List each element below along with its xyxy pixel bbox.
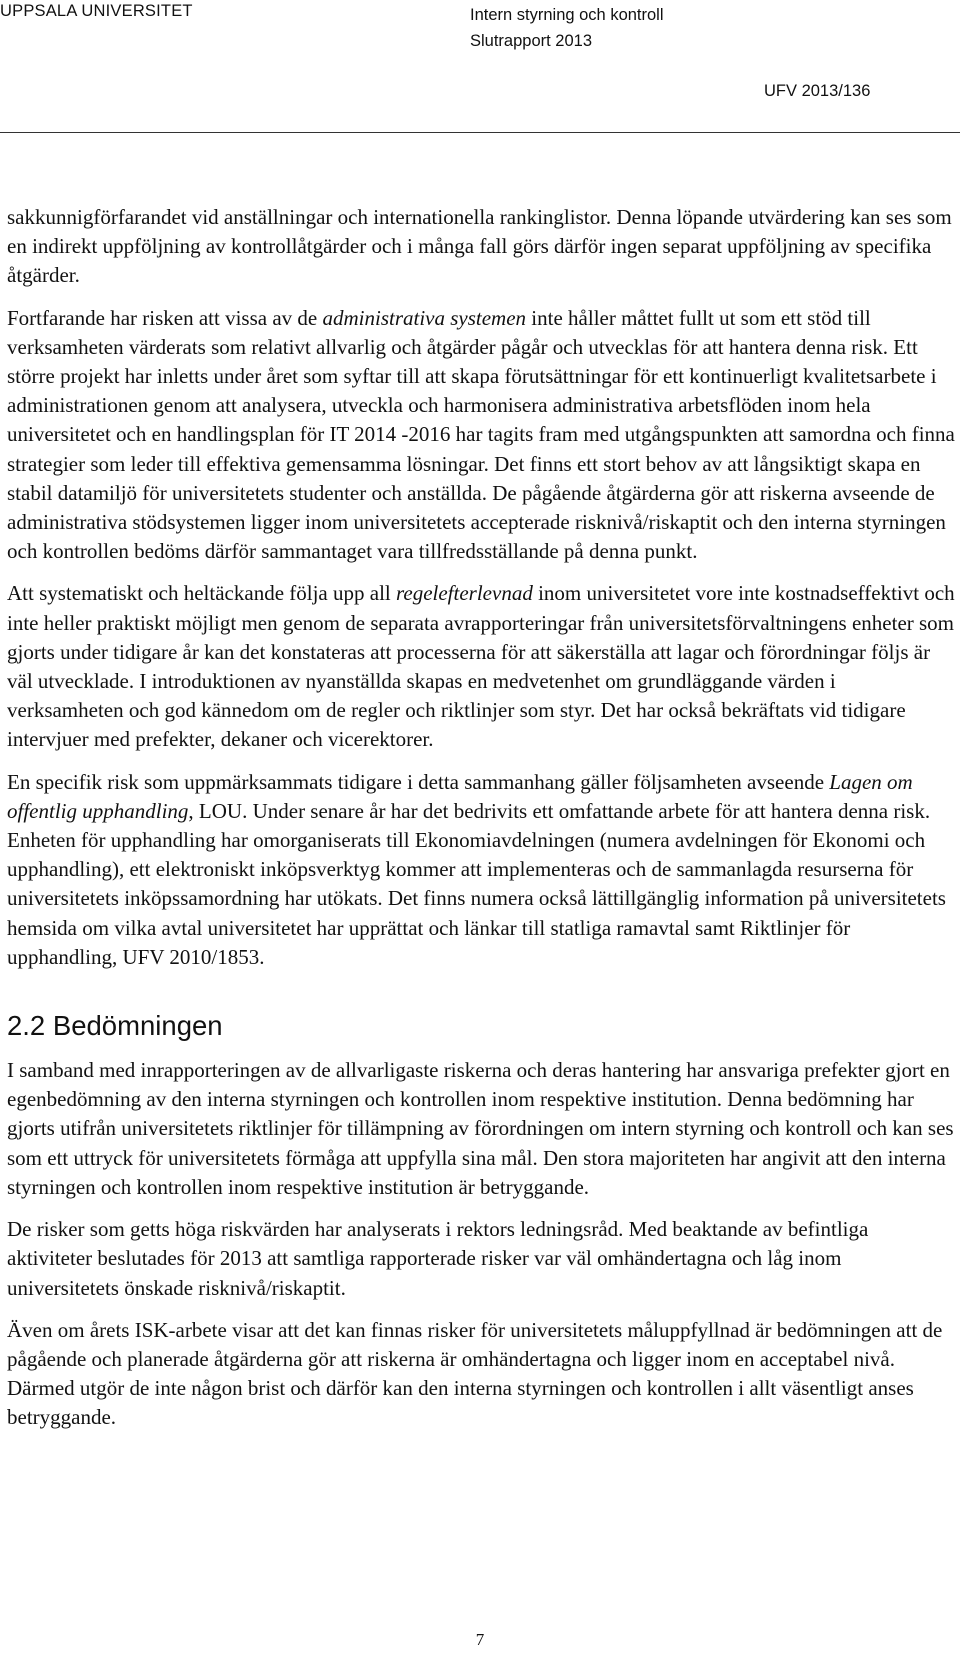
- header-reference: UFV 2013/136: [764, 82, 871, 100]
- document-body: [7, 203, 955, 1433]
- emphasis-term: regelefterlevnad: [395, 581, 533, 606]
- header-document-title: [470, 2, 664, 54]
- emphasis-term: Lagen om offentlig upphandling: [7, 769, 913, 823]
- emphasis-term: administrativa systemen: [322, 305, 527, 330]
- paragraph-risk-values: De risker som getts höga riskvärden har analyserats i rektors ledningsråd. Med beaktande av befintliga aktiviteter beslutades för 2013 att samtliga rapporterade risker var väl omhändertagna och låg inom universitetets önskade risknivå/riskaptit.: [7, 1217, 869, 1300]
- paragraph-compliance: [7, 579, 955, 754]
- page-number: 7: [475, 1630, 485, 1649]
- paragraph-text: sakkunnigförfarandet vid anställningar och internationella rankinglistor. Denna löpande utvärdering kan ses som en indirekt uppföljning av kontrollåtgärder och i många fall görs därför ingen separat uppföljning av specifika åtgärder.: [7, 205, 952, 288]
- paragraph-text: En specifik risk som uppmärksammats tidigare i detta sammanhang gäller följsamheten avseende: [7, 769, 830, 794]
- header-university: UPPSALA UNIVERSITET: [0, 2, 193, 20]
- section-heading: 2.2 Bedömningen: [7, 1010, 223, 1042]
- paragraph-text: inom universitetet vore inte kostnadseffektivt och inte heller praktiskt möjligt men genom de separata avrapporteringar från universitetsförvaltningens enheter som gjorts under tidigare år kan det konstateras att processerna för att säkerställa att lagar och förordningar följs är väl utvecklade. I introduktionen av nyanställda skapas en medvetenhet om grundläggande värden i verksamheten och god kännedom om de regler och riktlinjer som styr. Det har också bekräftats vid tidigare intervjuer med prefekter, dekaner och vicerektorer.: [7, 581, 955, 752]
- header-subtitle: Slutrapport 2013: [470, 32, 593, 50]
- paragraph-administrative-systems: [7, 304, 955, 567]
- paragraph-continued: [7, 203, 955, 291]
- paragraph-conclusion: Även om årets ISK-arbete visar att det kan finnas risker för universitetets måluppfyllnad är bedömningen att de pågående och planerade åtgärderna gör att riskerna är omhändertagna och ligger inom en acceptabel nivå. Därmed utgör de inte någon brist och därför kan den interna styrningen och kontrollen i allt väsentligt anses betryggande.: [7, 1317, 943, 1430]
- header-divider: [0, 132, 960, 133]
- paragraph-text: inte håller måttet fullt ut som ett stöd till verksamheten värderats som relativt allvarlig och åtgärder pågår och utvecklas för att hantera denna risk. Ett större projekt har inletts under året som syftar till att skapa förutsättningar för ett kontinuerligt kvalitetsarbete i administrationen genom att analysera, utveckla och harmonisera administrativa arbetsflöden inom hela universitetet och en handlingsplan för IT 2014 -2016 har tagits fram med utgångspunkten att samordna och finna strategier som leder till effektiva gemensamma lösningar. Det finns ett stort behov av att långsiktigt skapa en stabil datamiljö för universitetets studenter och anställda. De pågående åtgärderna gör att riskerna avseende de administrativa stödsystemen ligger inom universitetets accepterade risknivå/riskaptit och den interna styrningen och kontrollen bedöms därför sammantaget vara tillfredsställande på denna punkt.: [7, 305, 955, 564]
- paragraph-text: , LOU. Under senare år har det bedrivits ett omfattande arbete för att hantera denna risk. Enheten för upphandling har omorganiserats till Ekonomiavdelningen (numera avdelningen för Ekonomi och upphandling), ett elektroniskt inköpsverktyg kommer att implementeras och de sammanlagda resurserna för universitetets inköpssamordning har utökats. Det finns numera också lättillgänglig information på universitetets hemsida om vilka avtal universitetet har upprättat och länkar till statliga ramavtal samt Riktlinjer för upphandling, UFV 2010/1853.: [7, 798, 946, 969]
- paragraph-text: Att systematiskt och heltäckande följa upp all: [7, 581, 396, 606]
- paragraph-self-assessment: I samband med inrapporteringen av de allvarligaste riskerna och deras hantering har ansvariga prefekter gjort en egenbedömning av den interna styrningen och kontrollen inom respektive institution. Denna bedömning har gjorts utifrån universitetets riktlinjer för tillämpning av förordningen om intern styrning och kontroll och kan ses som ett uttryck för universitetets förmåga att uppfylla sina mål. Den stora majoriteten har angivit att den interna styrningen och kontrollen inom respektive institution är betryggande.: [7, 1058, 954, 1199]
- header-title: Intern styrning och kontroll: [470, 6, 664, 24]
- paragraph-text: Fortfarande har risken att vissa av de: [7, 305, 323, 330]
- paragraph-procurement: [7, 768, 955, 972]
